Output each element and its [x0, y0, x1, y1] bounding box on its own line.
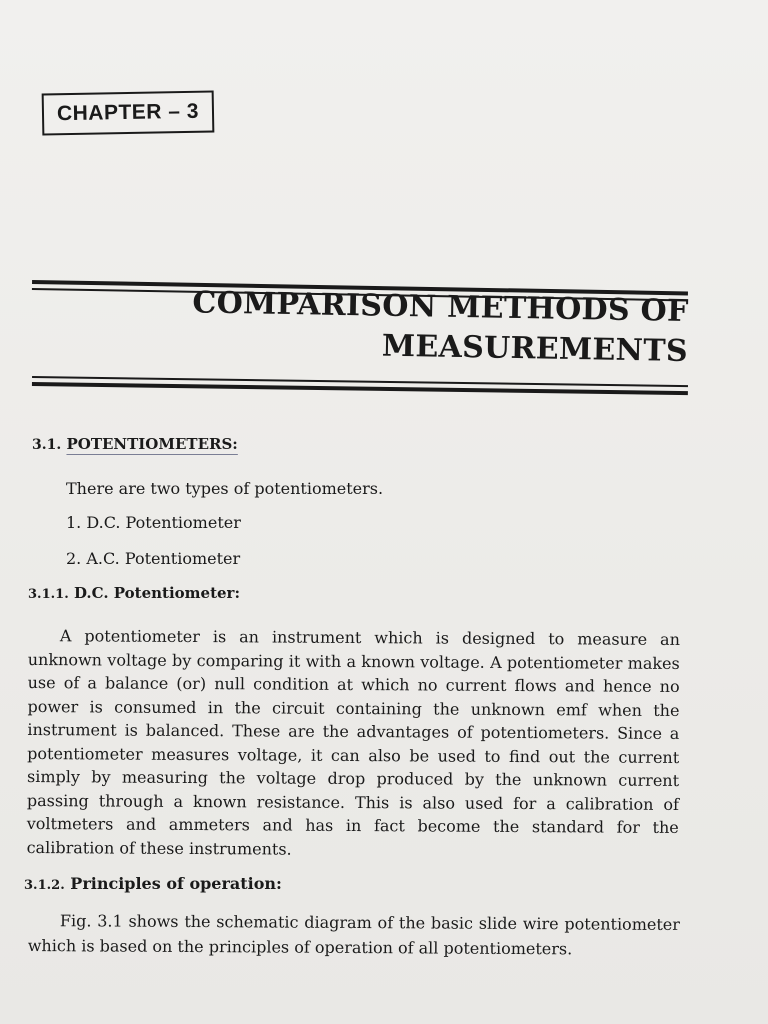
section-number: 3.1.2.	[24, 878, 65, 893]
chapter-label: CHAPTER – 3	[56, 99, 200, 126]
section-heading-3-1-2	[24, 874, 282, 893]
dc-potentiometer-paragraph	[27, 624, 680, 863]
list-item-dc: 1. D.C. Potentiometer	[66, 513, 241, 532]
chapter-label-box	[42, 91, 215, 136]
section-number: 3.1.1.	[28, 587, 69, 602]
section-title: D.C. Potentiometer:	[73, 584, 240, 602]
chapter-title	[191, 283, 689, 372]
section-heading-3-1-1	[28, 584, 240, 602]
section-title: POTENTIOMETERS:	[66, 435, 238, 453]
potentiometer-types-intro: There are two types of potentiometers.	[66, 479, 384, 498]
principles-paragraph	[28, 908, 680, 962]
paragraph-text: Fig. 3.1 shows the schematic diagram of the basic slide wire potentiometer which is based on the principles of operation of all potentiometers.	[27, 911, 680, 959]
title-bottom-rule	[32, 376, 688, 395]
list-item-ac: 2. A.C. Potentiometer	[66, 549, 241, 568]
section-heading-3-1	[32, 435, 238, 453]
paragraph-text: A potentiometer is an instrument which is designed to measure an unknown voltage by comparing it with a known voltage. A potentiometer makes use of a balance (or) null condition at which no current flows and hence no power is consumed in the circuit containing the unknown emf when the instrument is balanced. These are the advantages of potentiometers. Since a potentiometer measures voltage, it can also be used to find out the current simply by measuring the voltage drop produced by the unknown current passing through a known resistance. This is also used for a calibration of voltmeters and ammeters and has in fact become the standard for the calibration of these instruments.	[26, 626, 680, 859]
section-number: 3.1.	[32, 437, 62, 453]
chapter-title-line-2: MEASUREMENTS	[381, 328, 688, 369]
chapter-title-line-1: COMPARISON METHODS OF	[191, 285, 689, 330]
section-title: Principles of operation:	[70, 874, 282, 893]
